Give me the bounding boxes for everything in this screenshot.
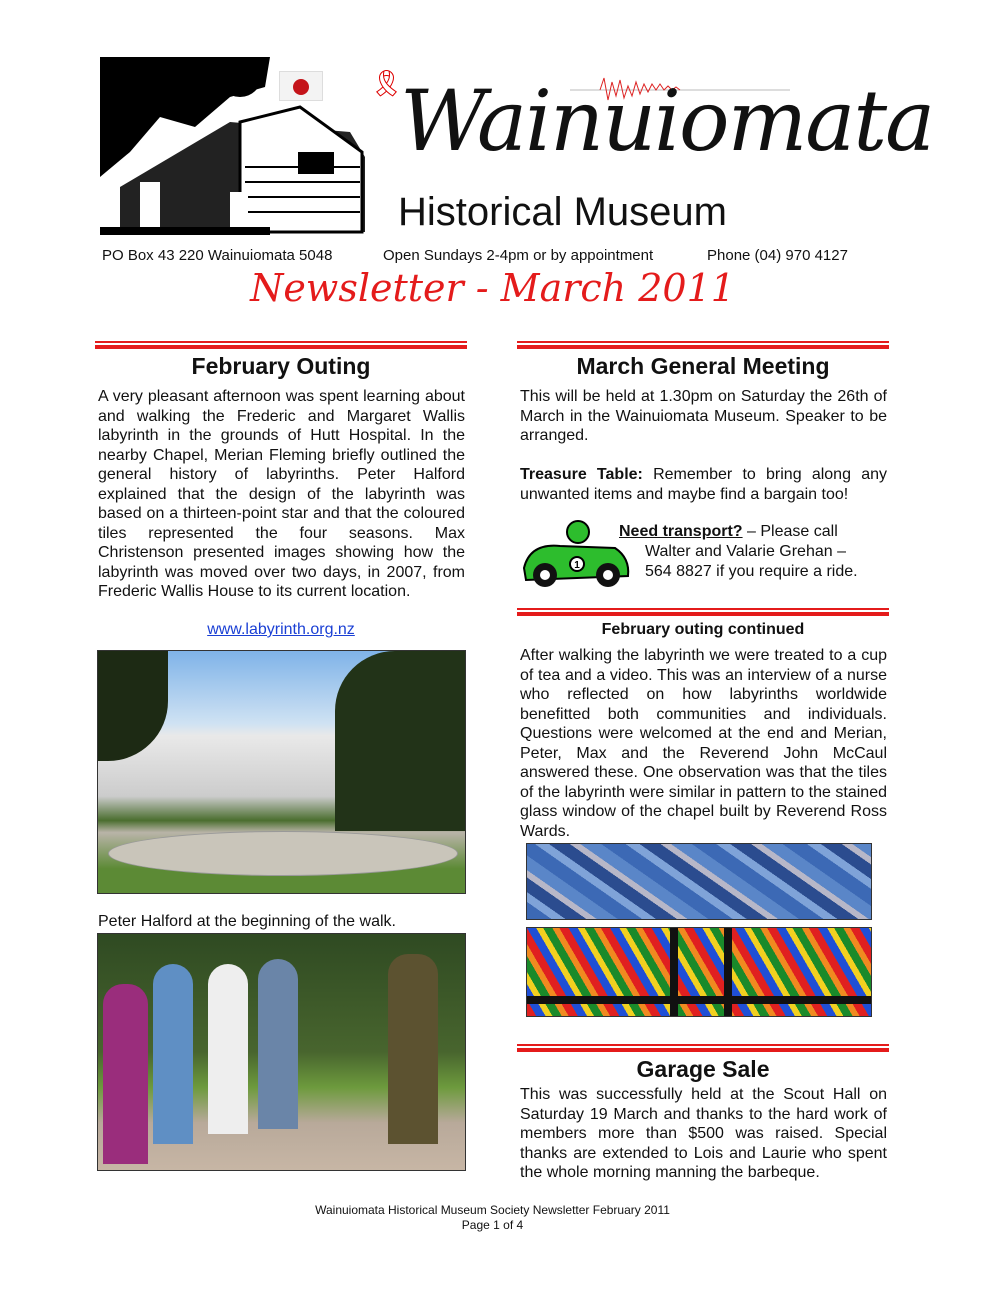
- newsletter-title: Newsletter - March 2011: [250, 266, 735, 310]
- february-outing-heading: February Outing: [191, 353, 371, 379]
- garage-sale-text: This was successfully held at the Scout Hall on Saturday 19 March and thanks to the hard work of members more than $500 was raised. Special thanks are extended to Lois and Laurie who spent the whole morning manning the barbeque.: [520, 1086, 887, 1181]
- divider: [517, 608, 889, 616]
- meeting-details: This will be held at 1.30pm on Saturday the 26th of March in the Wainuiomata Museum. Speaker to be arranged.: [520, 388, 887, 444]
- march-meeting-text: [520, 387, 887, 524]
- stained-glass-photo: [526, 927, 872, 1017]
- footer: [0, 1203, 985, 1233]
- transport-line: 564 8827 if you require a ride.: [645, 563, 858, 580]
- continued-text: After walking the labyrinth we were treated to a cup of tea and a video. This was an interview of a nurse who reflected on how labyrinths worldwide benefitted both communities and individuals. Questions were welcomed at the end and Merian, Peter, Max and the Reverend John McCaul answered these. One observation was that the tiles of the labyrinth were similar in pattern to the stained glass window of the chapel built by Reverend Ross Wards.: [520, 647, 887, 840]
- car-number: 1: [574, 560, 580, 571]
- logo-subtitle: Historical Museum: [398, 190, 727, 234]
- race-car-icon: [520, 518, 632, 590]
- group-walk-photo: [97, 933, 466, 1171]
- mosaic-tiles-photo: [526, 843, 872, 920]
- ribbon-icon: 🎗: [370, 68, 404, 98]
- transport-notice: [619, 522, 858, 582]
- museum-house-logo: [100, 57, 370, 237]
- february-outing-text: A very pleasant afternoon was spent learning about and walking the Frederic and Margaret Wallis labyrinth in the grounds of Hutt Hospital. In the nearby Chapel, Merian Fleming briefly outlined the general history of labyrinths. Peter Halford explained that the design of the labyrinth was based on a thirteen-point star and that the coloured tiles represented the four seasons. Max Christenson presented images showing how the labyrinth was moved over two days, in 2007, from Frederic Wallis House to its current location.: [98, 388, 465, 600]
- continued-heading: February outing continued: [601, 621, 805, 638]
- transport-line: – Please call: [742, 523, 838, 540]
- divider: [517, 341, 889, 349]
- opening-hours: Open Sundays 2-4pm or by appointment: [383, 247, 654, 264]
- photo-caption: Peter Halford at the beginning of the walk.: [98, 913, 396, 930]
- address: PO Box 43 220 Wainuiomata 5048: [102, 247, 333, 264]
- transport-line: Walter and Valarie Grehan –: [645, 543, 846, 560]
- garage-sale-heading: Garage Sale: [636, 1056, 770, 1082]
- treasure-text: Remember to bring along any unwanted items and maybe find a bargain too!: [520, 466, 887, 503]
- labyrinth-link[interactable]: www.labyrinth.org.nz: [207, 621, 355, 638]
- phone: Phone (04) 970 4127: [707, 247, 848, 264]
- transport-label: Need transport?: [619, 523, 743, 540]
- page-number: Page 1 of 4: [461, 1218, 524, 1232]
- treasure-table-text: [520, 465, 887, 504]
- divider: [95, 341, 467, 349]
- labyrinth-photo: [97, 650, 466, 894]
- footer-title: Wainuiomata Historical Museum Society Newsletter February 2011: [315, 1203, 670, 1217]
- japan-flag-icon: [279, 71, 323, 101]
- divider: [517, 1044, 889, 1052]
- logo-script-title: Wainuiomata: [400, 72, 934, 170]
- march-meeting-heading: March General Meeting: [576, 353, 830, 379]
- treasure-label: Treasure Table:: [520, 466, 643, 483]
